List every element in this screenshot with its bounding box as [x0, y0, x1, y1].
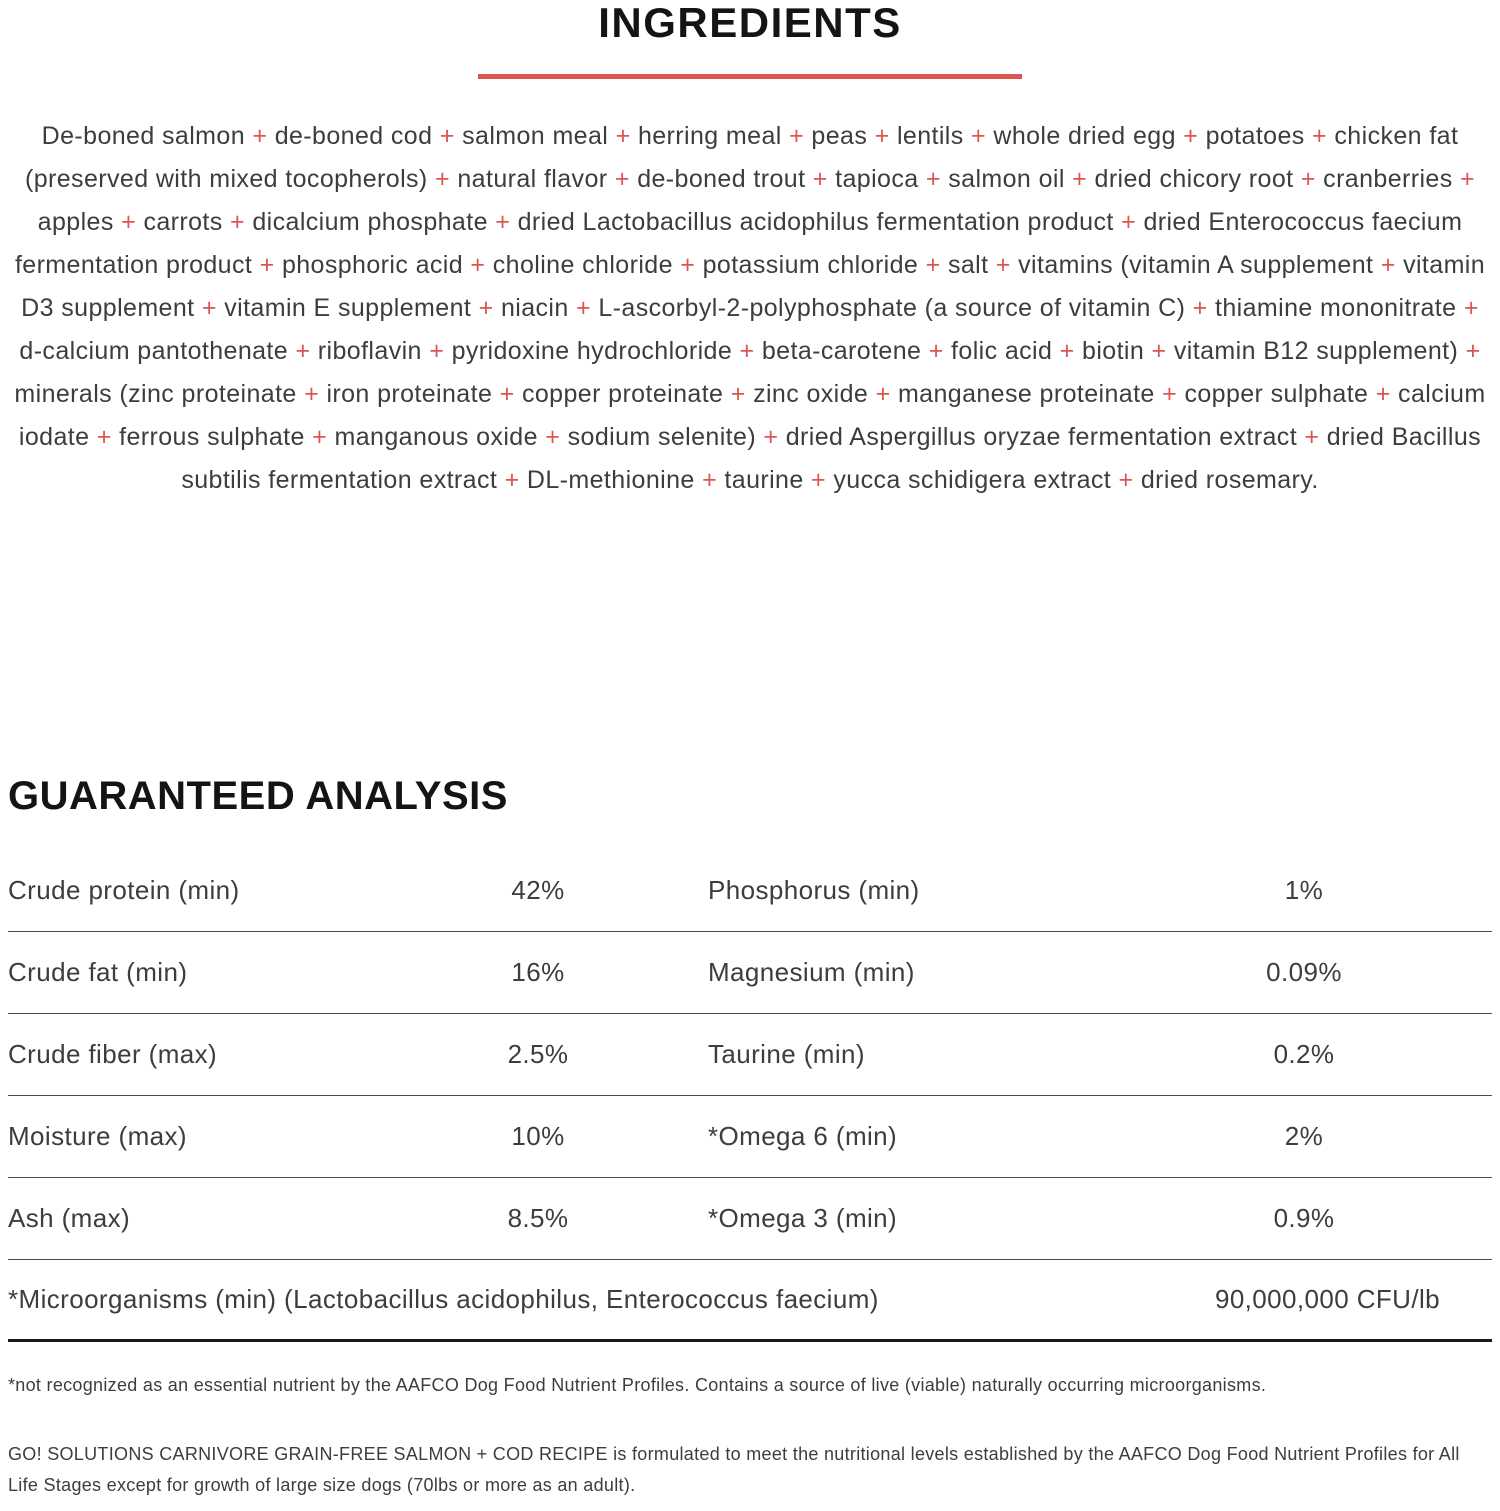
ingredient-item: salmon oil [948, 165, 1065, 193]
ingredient-item: pyridoxine hydrochloride [451, 337, 733, 365]
ingredient-item: minerals (zinc proteinate [14, 380, 297, 408]
nutrient-label: Ash (max) [8, 1203, 131, 1233]
plus-separator: + [432, 122, 463, 150]
plus-separator: + [723, 380, 754, 408]
ingredient-item: tapioca [835, 165, 919, 193]
plus-separator: + [1293, 165, 1324, 193]
plus-separator: + [867, 122, 897, 150]
ingredient-item: niacin [500, 294, 569, 322]
ingredient-item: potatoes [1205, 122, 1305, 150]
plus-separator: + [1052, 337, 1083, 365]
nutrient-value: 8.5% [507, 1203, 569, 1233]
plus-separator: + [1458, 337, 1481, 365]
plus-separator: + [304, 423, 335, 451]
ingredient-item: iron proteinate [326, 380, 493, 408]
ingredient-item: lentils [896, 122, 964, 150]
analysis-row [8, 1014, 1492, 1096]
plus-separator: + [988, 251, 1019, 279]
ingredient-item: dicalcium phosphate [252, 208, 488, 236]
ingredient-item: biotin [1082, 337, 1145, 365]
plus-separator: + [756, 423, 786, 451]
analysis-row [8, 1178, 1492, 1260]
ingredient-item: riboflavin [317, 337, 422, 365]
plus-separator: + [1154, 380, 1185, 408]
nutrient-value: 1% [1284, 875, 1324, 905]
ingredient-item: manganous oxide [334, 423, 538, 451]
nutrient-label: *Omega 3 (min) [708, 1203, 898, 1233]
ingredient-item: peas [811, 122, 868, 150]
plus-separator: + [1368, 380, 1399, 408]
plus-separator: + [1297, 423, 1327, 451]
nutrient-value: 2.5% [507, 1039, 569, 1069]
ingredient-item: d-calcium pantothenate [19, 337, 289, 365]
aafco-microorganisms-footnote: *not recognized as an essential nutrient by the AAFCO Dog Food Nutrient Profiles. Contains a source of live (viable) naturally occurring microorganisms. [8, 1375, 1267, 1395]
nutrient-value: 16% [511, 957, 565, 987]
plus-separator: + [288, 337, 318, 365]
guaranteed-analysis-section [8, 775, 1492, 1342]
plus-separator: + [732, 337, 762, 365]
ingredient-item: chicken fat (preserved with mixed tocopherols) [25, 122, 1459, 193]
ingredient-item: carrots [143, 208, 223, 236]
nutrient-value: 0.9% [1273, 1203, 1335, 1233]
nutrient-value: 42% [511, 875, 565, 905]
plus-separator: + [805, 165, 836, 193]
plus-separator: + [113, 208, 144, 236]
nutrient-label: Crude fat (min) [8, 957, 188, 987]
plus-separator: + [1113, 208, 1144, 236]
microorganisms-label: *Microorganisms (min) (Lactobacillus acidophilus, Enterococcus faecium) [8, 1284, 879, 1314]
ingredient-item: vitamin D3 supplement [21, 251, 1486, 322]
plus-separator: + [222, 208, 253, 236]
formulation-statement: GO! SOLUTIONS CARNIVORE GRAIN-FREE SALMON + COD RECIPE is formulated to meet the nutritional levels established by the AAFCO Dog Food Nutrient Profiles for All Life Stages except for growth of large size dogs (70lbs or more as an adult). [8, 1444, 1460, 1496]
plus-separator: + [1111, 466, 1141, 494]
ingredient-item: folic acid [951, 337, 1053, 365]
plus-separator: + [421, 337, 452, 365]
plus-separator: + [89, 423, 120, 451]
nutrient-value: 2% [1284, 1121, 1324, 1151]
plus-separator: + [497, 466, 527, 494]
analysis-row [8, 1096, 1492, 1178]
ingredient-item: dried rosemary. [1140, 466, 1319, 494]
ingredient-item: taurine [724, 466, 804, 494]
guaranteed-analysis-table [8, 850, 1492, 1260]
ingredient-item: dried Aspergillus oryzae fermentation extract [785, 423, 1298, 451]
plus-separator: + [245, 122, 275, 150]
plus-separator: + [868, 380, 898, 408]
ingredient-item: ferrous sulphate [119, 423, 305, 451]
plus-separator: + [568, 294, 599, 322]
plus-separator: + [1373, 251, 1404, 279]
ingredient-item: zinc oxide [753, 380, 869, 408]
ingredient-item: natural flavor [457, 165, 608, 193]
nutrient-label: *Omega 6 (min) [708, 1121, 898, 1151]
ingredients-title: INGREDIENTS [598, 0, 902, 46]
plus-separator: + [463, 251, 493, 279]
ingredient-item: dried chicory root [1094, 165, 1294, 193]
plus-separator: + [487, 208, 518, 236]
footnotes-section [8, 1374, 1492, 1501]
microorganisms-value: 90,000,000 CFU/lb [1214, 1284, 1440, 1314]
ingredient-item: dried Bacillus subtilis fermentation extract [181, 423, 1482, 494]
plus-separator: + [1304, 122, 1335, 150]
ingredient-item: whole dried egg [993, 122, 1176, 150]
nutrient-label: Crude fiber (max) [8, 1039, 218, 1069]
nutrient-label: Phosphorus (min) [708, 875, 920, 905]
guaranteed-analysis-title: GUARANTEED ANALYSIS [8, 774, 508, 818]
plus-separator: + [1064, 165, 1095, 193]
nutrient-value: 0.2% [1273, 1039, 1335, 1069]
ingredients-section [8, 2, 1492, 775]
ingredient-item: beta-carotene [761, 337, 922, 365]
analysis-row [8, 932, 1492, 1014]
plus-separator: + [672, 251, 703, 279]
ingredient-item: dried Enterococcus faecium fermentation product [14, 208, 1463, 279]
ingredient-item: thiamine mononitrate [1215, 294, 1457, 322]
plus-separator: + [918, 251, 948, 279]
ingredient-item: herring meal [637, 122, 782, 150]
plus-separator: + [296, 380, 327, 408]
ingredient-item: DL-methionine [526, 466, 695, 494]
title-underline-rule [478, 74, 1022, 79]
nutrient-label: Crude protein (min) [8, 875, 240, 905]
ingredient-item: copper proteinate [521, 380, 724, 408]
ingredient-item: vitamins (vitamin A supplement [1018, 251, 1374, 279]
plus-separator: + [921, 337, 952, 365]
nutrient-value: 10% [511, 1121, 565, 1151]
ingredient-item: de-boned trout [637, 165, 806, 193]
nutrient-label: Moisture (max) [8, 1121, 187, 1151]
ingredient-item: De-boned salmon [41, 122, 245, 150]
plus-separator: + [194, 294, 225, 322]
ingredient-item: potassium chloride [702, 251, 919, 279]
ingredient-item: de-boned cod [274, 122, 433, 150]
analysis-row [8, 850, 1492, 932]
plus-separator: + [963, 122, 994, 150]
nutrient-label: Taurine (min) [708, 1039, 865, 1069]
plus-separator: + [1456, 294, 1479, 322]
ingredient-item: vitamin E supplement [224, 294, 472, 322]
plus-separator: + [694, 466, 725, 494]
plus-separator: + [1185, 294, 1215, 322]
plus-separator: + [608, 122, 638, 150]
ingredients-list [8, 115, 1492, 502]
ingredient-item: phosphoric acid [281, 251, 464, 279]
plus-separator: + [918, 165, 949, 193]
ingredient-item: choline chloride [492, 251, 673, 279]
plus-separator: + [537, 423, 568, 451]
plus-separator: + [803, 466, 834, 494]
plus-separator: + [781, 122, 812, 150]
plus-separator: + [1452, 165, 1475, 193]
ingredient-item: salmon meal [462, 122, 609, 150]
ingredient-item: calcium iodate [18, 380, 1486, 451]
plus-separator: + [471, 294, 501, 322]
plus-separator: + [427, 165, 458, 193]
plus-separator: + [252, 251, 282, 279]
ingredient-item: L-ascorbyl-2-polyphosphate (a source of vitamin C) [598, 294, 1186, 322]
ingredient-item: cranberries [1323, 165, 1453, 193]
ingredient-item: apples [37, 208, 114, 236]
plus-separator: + [492, 380, 522, 408]
ingredient-item: dried Lactobacillus acidophilus fermentation product [517, 208, 1114, 236]
plus-separator: + [1175, 122, 1206, 150]
ingredient-item: sodium selenite) [567, 423, 757, 451]
nutrient-value: 0.09% [1266, 957, 1342, 987]
microorganisms-row [8, 1260, 1492, 1342]
ingredient-item: vitamin B12 supplement) [1173, 337, 1459, 365]
nutrient-label: Magnesium (min) [708, 957, 915, 987]
plus-separator: + [1144, 337, 1174, 365]
ingredient-item: manganese proteinate [897, 380, 1155, 408]
ingredient-item: yucca schidigera extract [833, 466, 1112, 494]
ingredient-item: salt [947, 251, 989, 279]
plus-separator: + [607, 165, 638, 193]
ingredient-item: copper sulphate [1184, 380, 1369, 408]
